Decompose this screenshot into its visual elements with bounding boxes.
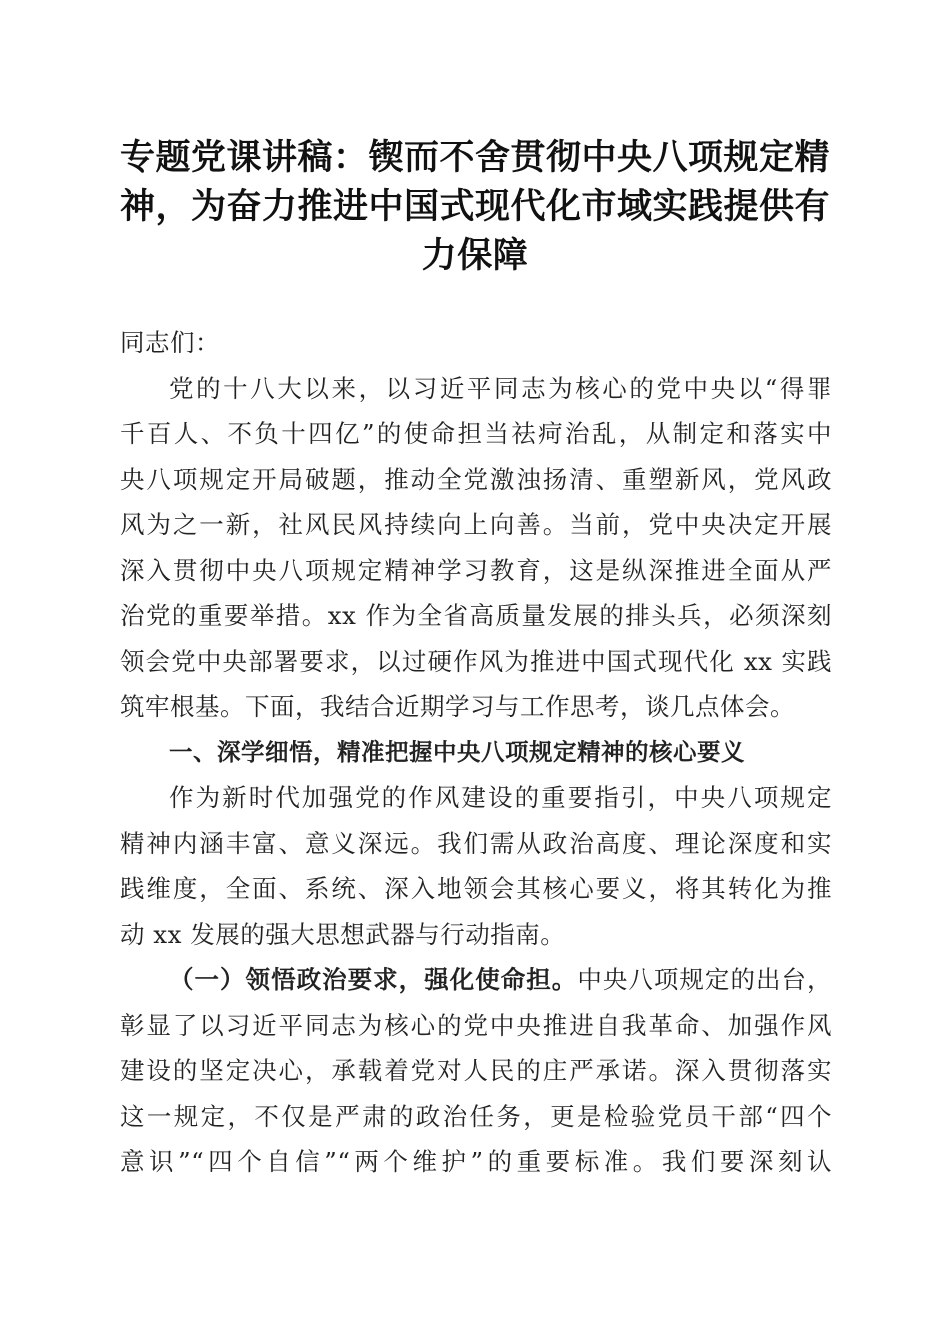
paragraph-line: 筑牢根基。下面，我结合近期学习与工作思考，谈几点体会。 xyxy=(120,692,795,721)
paragraph-line: 千百人、不负十四亿”的使命担当祛疴治乱，从制定和落实中 xyxy=(120,419,832,448)
subsection-text: 中央八项规定的出台， xyxy=(577,965,833,994)
paragraph-line: 彰显了以习近平同志为核心的党中央推进自我革命、加强作风 xyxy=(120,1010,832,1040)
title-line: 神，为奋力推进中国式现代化市域实践提供有 xyxy=(119,186,830,227)
paragraph-line: 深入贯彻中央八项规定精神学习教育，这是纵深推进全面从严 xyxy=(120,555,832,585)
paragraph-line: 意识”“四个自信”“两个维护”的重要标准。我们要深刻认 xyxy=(120,1147,832,1176)
paragraph-line: 党的十八大以来，以习近平同志为核心的党中央以“得罪 xyxy=(169,373,832,403)
paragraph-line: 建设的坚定决心，承载着党对人民的庄严承诺。深入贯彻落实 xyxy=(120,1056,832,1085)
paragraph-line: 这一规定，不仅是严肃的政治任务，更是检验党员干部“四个 xyxy=(120,1101,832,1131)
paragraph-line: 领会党中央部署要求，以过硬作风为推进中国式现代化 xx 实践 xyxy=(120,646,832,676)
title-line: 力保障 xyxy=(421,235,529,276)
paragraph-line: 践维度，全面、系统、深入地领会其核心要义，将其转化为推 xyxy=(120,874,832,903)
paragraph-line: 动 xx 发展的强大思想武器与行动指南。 xyxy=(120,919,566,949)
subsection-heading: （一）领悟政治要求，强化使命担。 xyxy=(169,965,578,994)
paragraph-line: 精神内涵丰富、意义深远。我们需从政治高度、理论深度和实 xyxy=(120,828,832,858)
salutation: 同志们： xyxy=(120,328,220,357)
section-heading: 一、深学细悟，精准把握中央八项规定精神的核心要义 xyxy=(169,737,745,766)
paragraph-line: 风为之一新，社风民风持续向上向善。当前，党中央决定开展 xyxy=(120,510,832,539)
document-body xyxy=(120,320,832,1185)
paragraph-line: 央八项规定开局破题，推动全党激浊扬清、重塑新风，党风政 xyxy=(120,464,832,494)
title-line: 专题党课讲稿：锲而不舍贯彻中央八项规定精 xyxy=(119,137,830,178)
paragraph-line: 治党的重要举措。xx 作为全省高质量发展的排头兵，必须深刻 xyxy=(120,601,832,630)
document-title xyxy=(110,133,840,280)
subsection-first-line xyxy=(120,957,832,1003)
paragraph-line: 作为新时代加强党的作风建设的重要指引，中央八项规定 xyxy=(169,783,832,812)
